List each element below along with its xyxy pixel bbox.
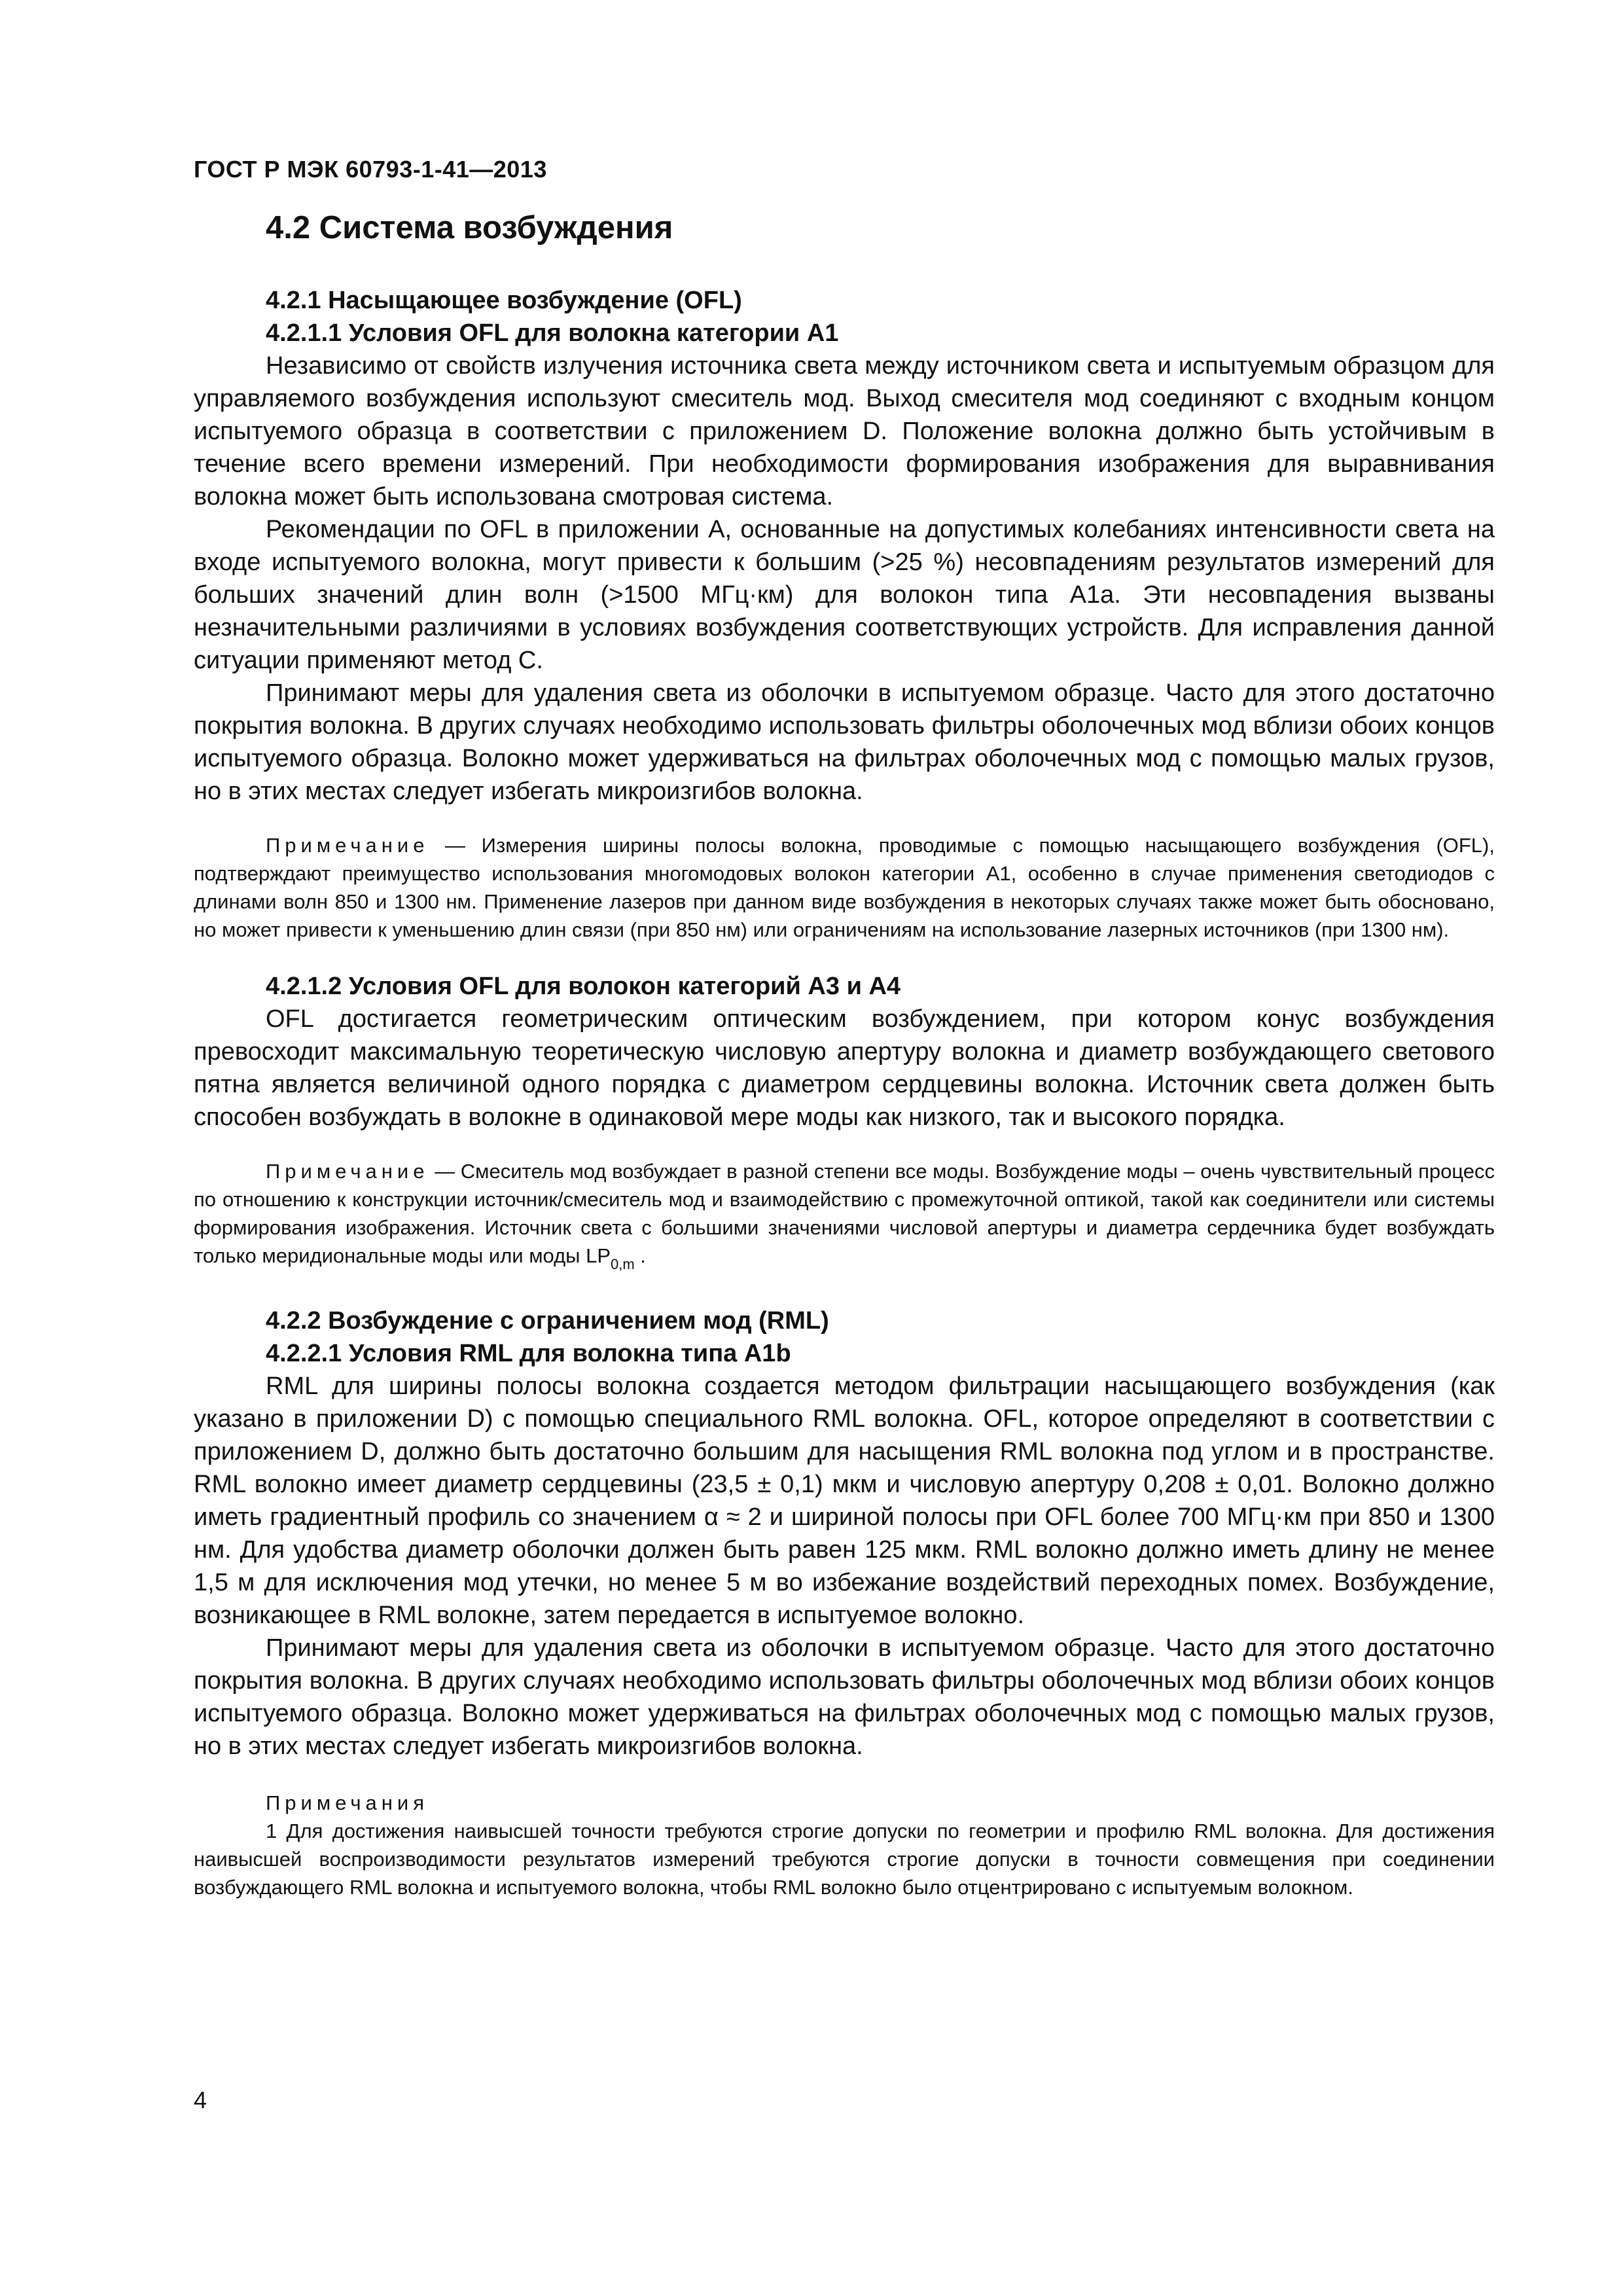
subsection-title-4-2-1: 4.2.1 Насыщающее возбуждение (OFL) bbox=[266, 287, 742, 315]
note-text: — Измерения ширины полосы волокна, проводимые с помощью насыщающего возбуждения (OFL), подтверждают преимущество использования многомодовых волокон категории A1, особенно в случае применения светодиодов с длинами волн 850 и 1300 нм. Применение лазеров при данном виде возбуждения в некоторых случаях также может быть обосновано, но может привести к уменьшению длин связи (при 850 нм) или ограничениям на использование лазерных источников (при 1300 нм). bbox=[194, 834, 1495, 942]
note-label: Примечание bbox=[266, 1160, 429, 1183]
paragraph: RML для ширины полосы волокна создается методом фильтрации насыщающего возбуждения (как указано в приложении D) с помощью специального RML волокна. OFL, которое определяют в соответствии с приложением D, должно быть достаточно большим для насыщения RML волокна под углом и в пространстве. RML волокно имеет диаметр сердцевины (23,5 ± 0,1) мкм и числовую апертуру 0,208 ± 0,01. Волокно должно иметь градиентный профиль со значением α ≈ 2 и шириной полосы при OFL более 700 МГц·км при 850 и 1300 нм. Для удобства диаметр оболочки должен быть равен 125 мкм. RML волокно должно иметь длину не менее 1,5 м для исключения мод утечки, но менее 5 м во избежание воздействий переходных помех. Возбуждение, возникающее в RML волокне, затем передается в испытуемое волокно. bbox=[194, 1372, 1495, 1630]
lp-mode-symbol: LP bbox=[586, 1244, 611, 1268]
lp-mode-subscript: 0,m bbox=[611, 1256, 635, 1273]
note-label: Примечание bbox=[266, 834, 429, 857]
note bbox=[194, 831, 1495, 944]
subsection-title-4-2-2: 4.2.2 Возбуждение с ограничением мод (RML) bbox=[266, 1307, 829, 1335]
note-text: — Смеситель мод возбуждает в разной степени все моды. Возбуждение моды – очень чувствительный процесс по отношению к конструкции источник/смеситель мод и взаимодействию с промежуточной оптикой, такой как соединители или системы формирования изображения. Источник света с большими значениями числовой апертуры и диаметра сердечника будет возбуждать только меридиональные моды или моды bbox=[194, 1160, 1495, 1268]
document-content bbox=[194, 209, 1495, 1901]
paragraph: OFL достигается геометрическим оптическим возбуждением, при котором конус возбуждения превосходит максимальную теоретическую числовую апертуру волокна и диаметр возбуждающего светового пятна является величиной одного порядка с диаметром сердцевины волокна. Источник света должен быть способен возбуждать в волокне в одинаковой мере моды как низкого, так и высокого порядка. bbox=[194, 1005, 1495, 1132]
note-block bbox=[194, 831, 1495, 944]
note-1: 1 Для достижения наивысшей точности требуются строгие допуски по геометрии и профилю RML волокна. Для достижения наивысшей воспроизводимости результатов измерений требуются строгие допуски в точности совмещения при соединении возбуждающего RML волокна и испытуемого волокна, чтобы RML волокно было отцентрировано с испытуемым волокном. bbox=[194, 1820, 1495, 1899]
note bbox=[194, 1157, 1495, 1278]
note-block bbox=[194, 1157, 1495, 1278]
section-title-4-2: 4.2 Система возбуждения bbox=[266, 210, 673, 245]
paragraph: Принимают меры для удаления света из оболочки в испытуемом образце. Часто для этого достаточно покрытия волокна. В других случаях необходимо использовать фильтры оболочечных мод вблизи обоих концов испытуемого образца. Волокно может удерживаться на фильтрах оболочечных мод с помощью малых грузов, но в этих местах следует избегать микроизгибов волокна. bbox=[194, 1634, 1495, 1761]
note-end: . bbox=[634, 1244, 646, 1268]
paragraph: Независимо от свойств излучения источника света между источником света и испытуемым образцом для управляемого возбуждения используют смеситель мод. Выход смесителя мод соединяют с входным концом испытуемого образца в соответствии с приложением D. Положение волокна должно быть устойчивым в течение всего времени измерений. При необходимости формирования изображения для выравнивания волокна может быть использована смотровая система. bbox=[194, 352, 1495, 511]
subsection-title-4-2-2-1: 4.2.2.1 Условия RML для волокна типа A1b bbox=[266, 1340, 791, 1368]
paragraph: Принимают меры для удаления света из оболочки в испытуемом образце. Часто для этого достаточно покрытия волокна. В других случаях необходимо использовать фильтры оболочечных мод вблизи обоих концов испытуемого образца. Волокно может удерживаться на фильтрах оболочечных мод с помощью малых грузов, но в этих местах следует избегать микроизгибов волокна. bbox=[194, 679, 1495, 806]
subsection-title-4-2-1-2: 4.2.1.2 Условия OFL для волокон категорий A3 и A4 bbox=[266, 973, 901, 1001]
document-code: ГОСТ Р МЭК 60793-1-41—2013 bbox=[194, 156, 547, 183]
paragraph: Рекомендации по OFL в приложении A, основанные на допустимых колебаниях интенсивности света на входе испытуемого волокна, могут привести к большим (>25 %) несовпадениям результатов измерений для больших значений длин волн (>1500 МГц·км) для волокон типа A1a. Эти несовпадения вызваны незначительными различиями в условиях возбуждения соответствующих устройств. Для исправления данной ситуации применяют метод C. bbox=[194, 516, 1495, 675]
subsection-title-4-2-1-1: 4.2.1.1 Условия OFL для волокна категории A1 bbox=[266, 319, 839, 348]
page-number: 4 bbox=[194, 2087, 207, 2113]
notes-label: Примечания bbox=[266, 1791, 429, 1815]
